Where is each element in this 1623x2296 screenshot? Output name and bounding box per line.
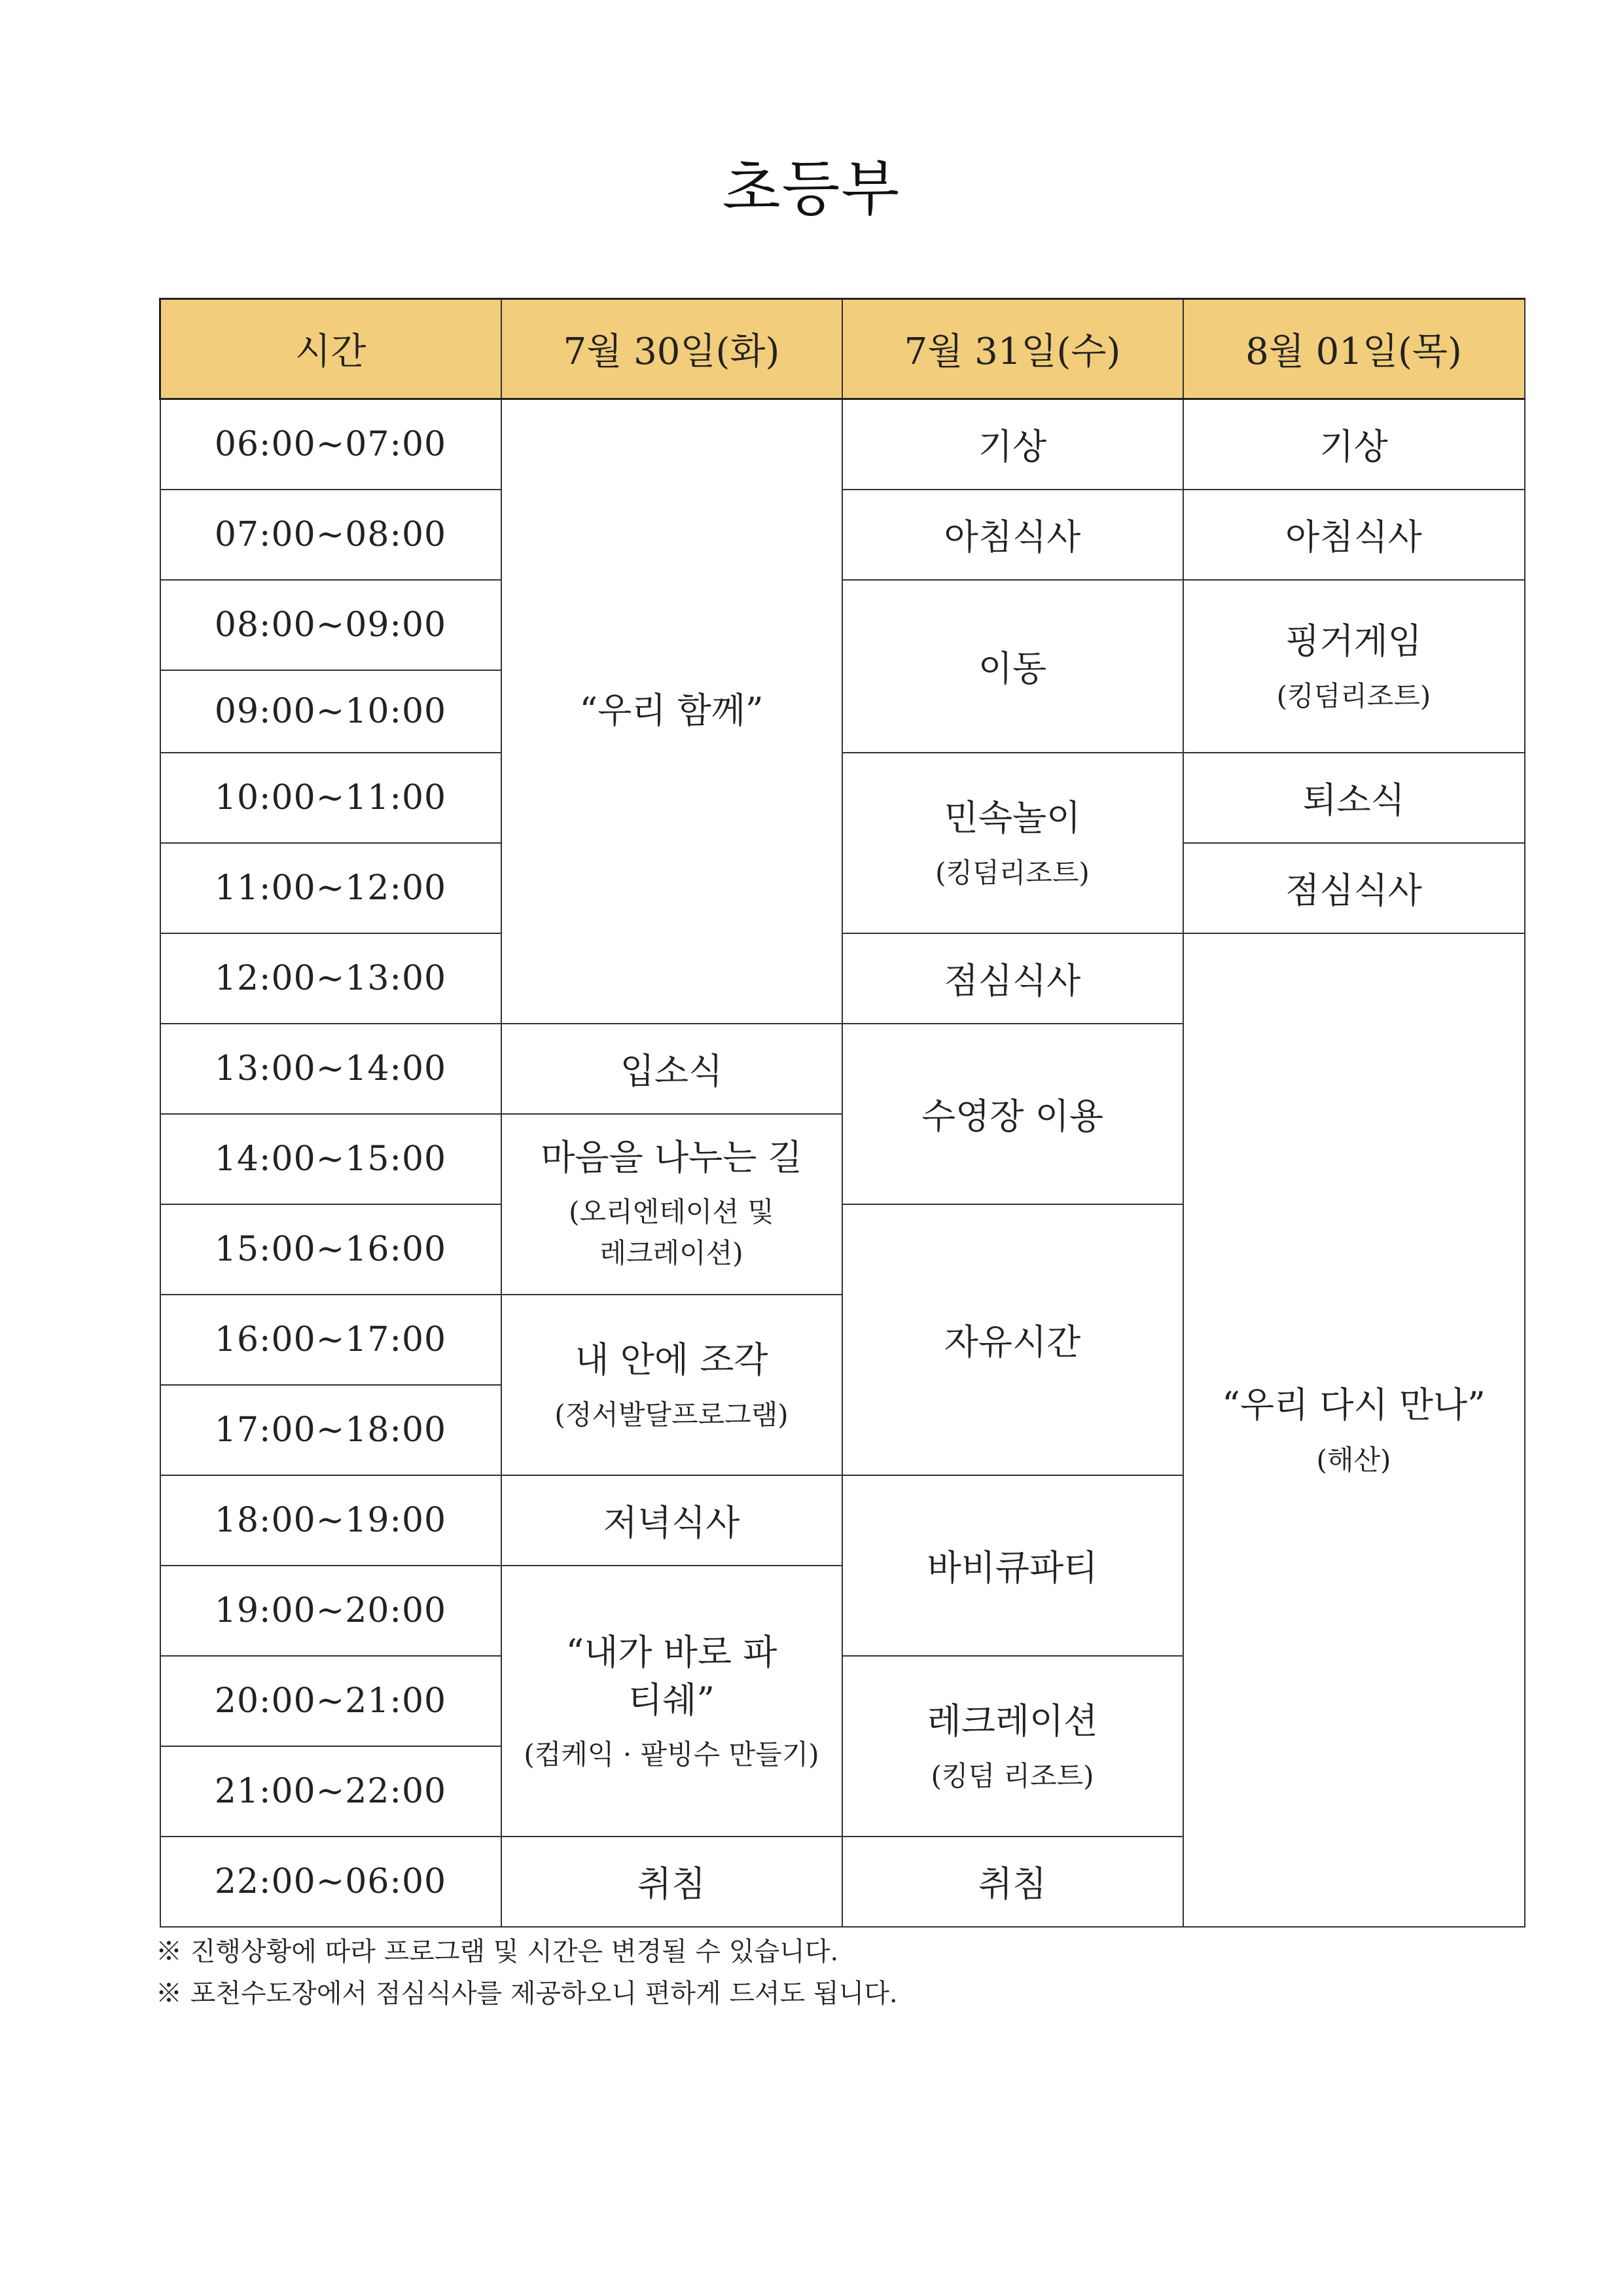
- time-cell: 12:00~13:00: [160, 933, 501, 1024]
- event-label: 내 안에 조각: [575, 1339, 768, 1381]
- event-together-label: “우리 함께”: [579, 690, 764, 732]
- schedule-table: [159, 298, 1525, 1928]
- event-label: 레크레이션: [927, 1700, 1098, 1742]
- event-day3-farewell: [1183, 933, 1525, 1927]
- event-sublabel: (해산): [1316, 1443, 1391, 1476]
- event-sublabel: (컵케익 · 팥빙수 만들기): [524, 1738, 819, 1771]
- time-cell: 06:00~07:00: [160, 399, 501, 490]
- time-cell: 17:00~18:00: [160, 1385, 501, 1475]
- event-day2-breakfast: 아침식사: [842, 490, 1183, 580]
- event-day1-sleep: 취침: [501, 1837, 842, 1927]
- event-sublabel: (킹덤리조트): [935, 856, 1090, 889]
- table-row: [160, 753, 1525, 843]
- event-label: 민속놀이: [944, 797, 1081, 839]
- time-cell: 09:00~10:00: [160, 670, 501, 753]
- table-row: [160, 933, 1525, 1024]
- time-cell: 21:00~22:00: [160, 1746, 501, 1837]
- header-day1: 7월 30일(화): [501, 299, 842, 399]
- event-sublabel: (오리엔테이션 및 레크레이션): [569, 1195, 774, 1269]
- event-day2-lunch: 점심식사: [842, 933, 1183, 1024]
- event-sublabel: (킹덤리조트): [1276, 679, 1431, 712]
- event-day1-sculpture: [501, 1295, 842, 1475]
- event-day3-finger-game: [1183, 580, 1525, 753]
- event-day1-entrance: 입소식: [501, 1024, 842, 1114]
- event-label: “우리 다시 만나”: [1222, 1384, 1486, 1426]
- time-cell: 18:00~19:00: [160, 1475, 501, 1566]
- page-title: 초등부: [722, 154, 901, 224]
- header-day3: 8월 01일(목): [1183, 299, 1525, 399]
- time-cell: 20:00~21:00: [160, 1656, 501, 1746]
- event-day1-patissier: [501, 1566, 842, 1837]
- event-together: [501, 399, 842, 1024]
- event-day3-breakfast: 아침식사: [1183, 490, 1525, 580]
- time-cell: 22:00~06:00: [160, 1837, 501, 1927]
- event-sublabel: (정서발달프로그램): [554, 1398, 789, 1431]
- time-cell: 07:00~08:00: [160, 490, 501, 580]
- event-label: “내가 바로 파티쉐”: [565, 1631, 777, 1721]
- event-sublabel: (킹덤 리조트): [931, 1759, 1094, 1792]
- event-day2-move: 이동: [842, 580, 1183, 753]
- time-cell: 16:00~17:00: [160, 1295, 501, 1385]
- table-row: [160, 580, 1525, 670]
- event-day3-wakeup: 기상: [1183, 399, 1525, 490]
- event-day3-closing: 퇴소식: [1183, 753, 1525, 843]
- event-day2-folk-games: [842, 753, 1183, 933]
- event-day2-recreation: [842, 1656, 1183, 1837]
- footnotes: [156, 1931, 898, 2015]
- event-day2-free-time: 자유시간: [842, 1204, 1183, 1475]
- table-row: [160, 399, 1525, 490]
- header-day2: 7월 31일(수): [842, 299, 1183, 399]
- event-day2-sleep: 취침: [842, 1837, 1183, 1927]
- footnote: ※ 진행상황에 따라 프로그램 및 시간은 변경될 수 있습니다.: [156, 1937, 839, 1967]
- header-time: 시간: [160, 299, 501, 399]
- header-row: [160, 299, 1525, 399]
- time-cell: 19:00~20:00: [160, 1566, 501, 1656]
- event-day2-pool: 수영장 이용: [842, 1024, 1183, 1204]
- event-day1-sharing: [501, 1114, 842, 1295]
- time-cell: 13:00~14:00: [160, 1024, 501, 1114]
- footnote: ※ 포천수도장에서 점심식사를 제공하오니 편하게 드셔도 됩니다.: [156, 1979, 898, 2009]
- event-label: 마음을 나누는 길: [541, 1137, 802, 1179]
- event-label: 핑거게임: [1285, 620, 1422, 662]
- time-cell: 11:00~12:00: [160, 843, 501, 933]
- table-row: [160, 490, 1525, 580]
- time-cell: 14:00~15:00: [160, 1114, 501, 1204]
- time-cell: 10:00~11:00: [160, 753, 501, 843]
- time-cell: 08:00~09:00: [160, 580, 501, 670]
- time-cell: 15:00~16:00: [160, 1204, 501, 1295]
- event-day1-dinner: 저녁식사: [501, 1475, 842, 1566]
- event-day2-wakeup: 기상: [842, 399, 1183, 490]
- event-day3-lunch: 점심식사: [1183, 843, 1525, 933]
- event-day2-bbq: 바비큐파티: [842, 1475, 1183, 1656]
